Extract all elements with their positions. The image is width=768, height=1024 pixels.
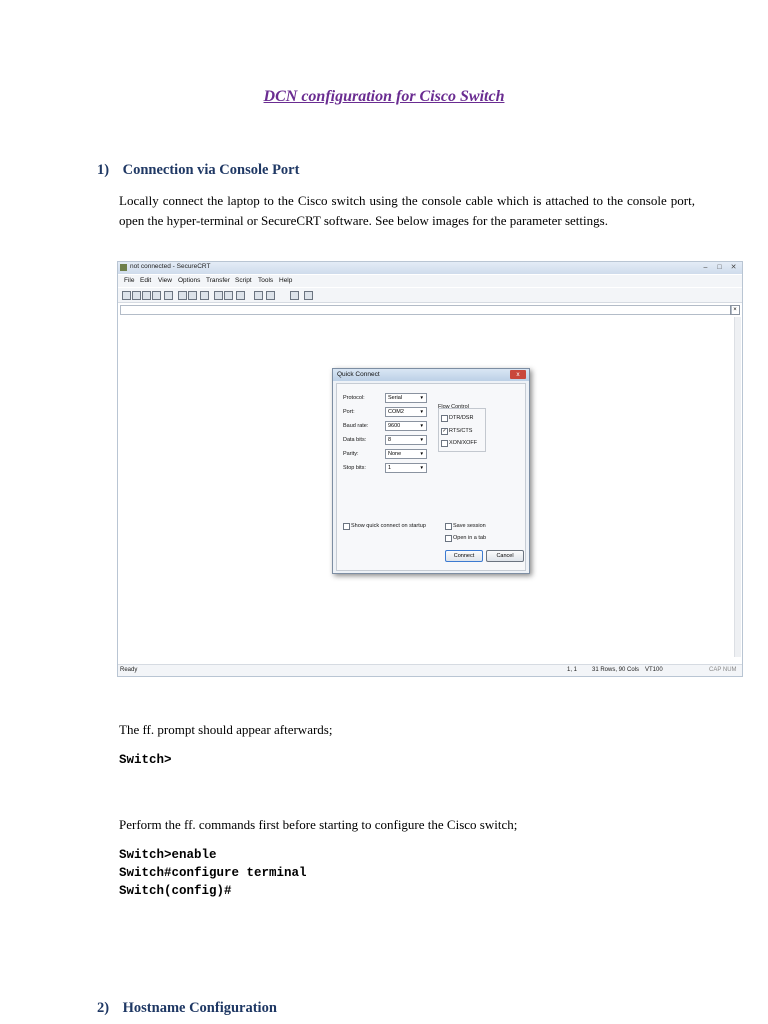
quick-connect-dialog [332, 368, 530, 574]
dtr-dsr-label: DTR/DSR [449, 415, 474, 421]
connect-button[interactable]: Connect [445, 550, 483, 562]
dialog-titlebar [333, 369, 529, 381]
save-session-checkbox[interactable] [445, 523, 452, 530]
disconnect-icon[interactable] [164, 291, 173, 300]
print-icon[interactable] [214, 291, 223, 300]
stop-bits-label: Stop bits: [343, 465, 366, 471]
maximize-icon[interactable]: □ [717, 264, 722, 271]
sftp-icon[interactable] [266, 291, 275, 300]
status-ready: Ready [120, 667, 138, 673]
menu-view[interactable]: View [158, 277, 172, 284]
paste-icon[interactable] [188, 291, 197, 300]
securecrt-screenshot [117, 261, 743, 677]
show-on-startup-checkbox[interactable] [343, 523, 350, 530]
data-bits-value: 8 [388, 437, 392, 443]
protocol-select[interactable] [385, 393, 427, 403]
command-configure-terminal: Switch#configure terminal [119, 866, 307, 880]
intro-paragraph: Locally connect the laptop to the Cisco switch using the console cable which is attached to the console port, open the hyper-terminal or SecureCRT software. See below images for the parameter settings. [119, 193, 695, 228]
parity-value: None [388, 451, 402, 457]
baud-rate-select[interactable] [385, 421, 427, 431]
status-cursor: 1, 1 [567, 667, 578, 673]
port-value: COM2 [388, 409, 404, 415]
section-1-number: 1) [97, 162, 110, 178]
chevron-down-icon: ▼ [419, 451, 424, 456]
keymap-icon[interactable] [254, 291, 263, 300]
settings-icon[interactable] [236, 291, 245, 300]
command-config-prompt: Switch(config)# [119, 884, 232, 898]
app-menubar [118, 275, 742, 287]
stop-bits-value: 1 [388, 465, 392, 471]
port-label: Port: [343, 409, 355, 415]
flow-control-label: Flow Control [438, 404, 469, 410]
section-2-title: Hostname Configuration [122, 1000, 277, 1016]
status-emulation: VT100 [645, 667, 663, 673]
chevron-down-icon: ▼ [419, 465, 424, 470]
app-icon [120, 264, 127, 271]
connect-tab-icon[interactable] [142, 291, 151, 300]
section-1-title: Connection via Console Port [122, 162, 300, 178]
dtr-dsr-checkbox[interactable] [441, 415, 448, 422]
dialog-close-icon[interactable]: x [510, 370, 526, 379]
status-caps: CAP NUM [709, 667, 737, 673]
parity-label: Parity: [343, 451, 359, 457]
address-bar[interactable] [120, 305, 732, 315]
vertical-scrollbar[interactable] [734, 317, 741, 657]
open-in-tab-label: Open in a tab [453, 535, 487, 541]
find-icon[interactable] [200, 291, 209, 300]
menu-options[interactable]: Options [178, 277, 201, 284]
chevron-down-icon: ▼ [419, 423, 424, 428]
port-select[interactable] [385, 407, 427, 417]
save-session-label: Save session [453, 523, 486, 529]
data-bits-select[interactable] [385, 435, 427, 445]
document-title: DCN configuration for Cisco Switch [263, 88, 505, 105]
menu-script[interactable]: Script [235, 277, 252, 284]
copy-icon[interactable] [178, 291, 187, 300]
connect-icon[interactable] [122, 291, 131, 300]
rts-cts-checkbox[interactable]: ✓ [442, 428, 447, 434]
status-size: 31 Rows, 90 Cols [592, 667, 640, 673]
menu-transfer[interactable]: Transfer [206, 277, 230, 284]
dialog-body [336, 383, 526, 571]
protocol-value: Serial [388, 395, 403, 401]
section-2-number: 2) [97, 1000, 110, 1016]
menu-tools[interactable]: Tools [258, 277, 274, 284]
app-toolbar [118, 288, 742, 303]
protocol-label: Protocol: [343, 395, 365, 401]
options-icon[interactable] [304, 291, 313, 300]
baud-rate-label: Baud rate: [343, 423, 369, 429]
section-2-heading [97, 1000, 277, 1017]
menu-file[interactable]: File [124, 277, 135, 284]
cancel-button[interactable]: Cancel [486, 550, 524, 562]
quick-connect-icon[interactable] [132, 291, 141, 300]
clone-icon[interactable] [152, 291, 161, 300]
help-icon[interactable] [290, 291, 299, 300]
chevron-down-icon: ▼ [419, 395, 424, 400]
flow-control-group [438, 408, 486, 452]
parity-select[interactable] [385, 449, 427, 459]
close-icon[interactable]: ✕ [730, 264, 737, 271]
menu-help[interactable]: Help [279, 277, 293, 284]
app-statusbar [118, 664, 742, 676]
dialog-title: Quick Connect [337, 371, 380, 378]
stop-bits-select[interactable] [385, 463, 427, 473]
open-in-tab-checkbox[interactable] [445, 535, 452, 542]
log-icon[interactable] [224, 291, 233, 300]
xon-xoff-checkbox[interactable] [441, 440, 448, 447]
xon-xoff-label: XON/XOFF [449, 440, 478, 446]
prompt-code: Switch> [119, 753, 172, 767]
close-tab-icon[interactable]: × [730, 305, 740, 315]
chevron-down-icon: ▼ [419, 437, 424, 442]
section-1-heading [97, 162, 299, 179]
baud-rate-value: 9600 [388, 423, 401, 429]
app-titlebar [118, 262, 742, 274]
prompt-text: The ff. prompt should appear afterwards; [119, 722, 333, 737]
command-enable: Switch>enable [119, 848, 217, 862]
show-on-startup-label: Show quick connect on startup [351, 523, 426, 529]
minimize-icon[interactable]: – [703, 264, 708, 271]
perform-text: Perform the ff. commands first before starting to configure the Cisco switch; [119, 817, 518, 832]
data-bits-label: Data bits: [343, 437, 367, 443]
app-window-title: not connected - SecureCRT [130, 263, 211, 270]
rts-cts-label: RTS/CTS [449, 428, 473, 434]
chevron-down-icon: ▼ [419, 409, 424, 414]
menu-edit[interactable]: Edit [140, 277, 152, 284]
